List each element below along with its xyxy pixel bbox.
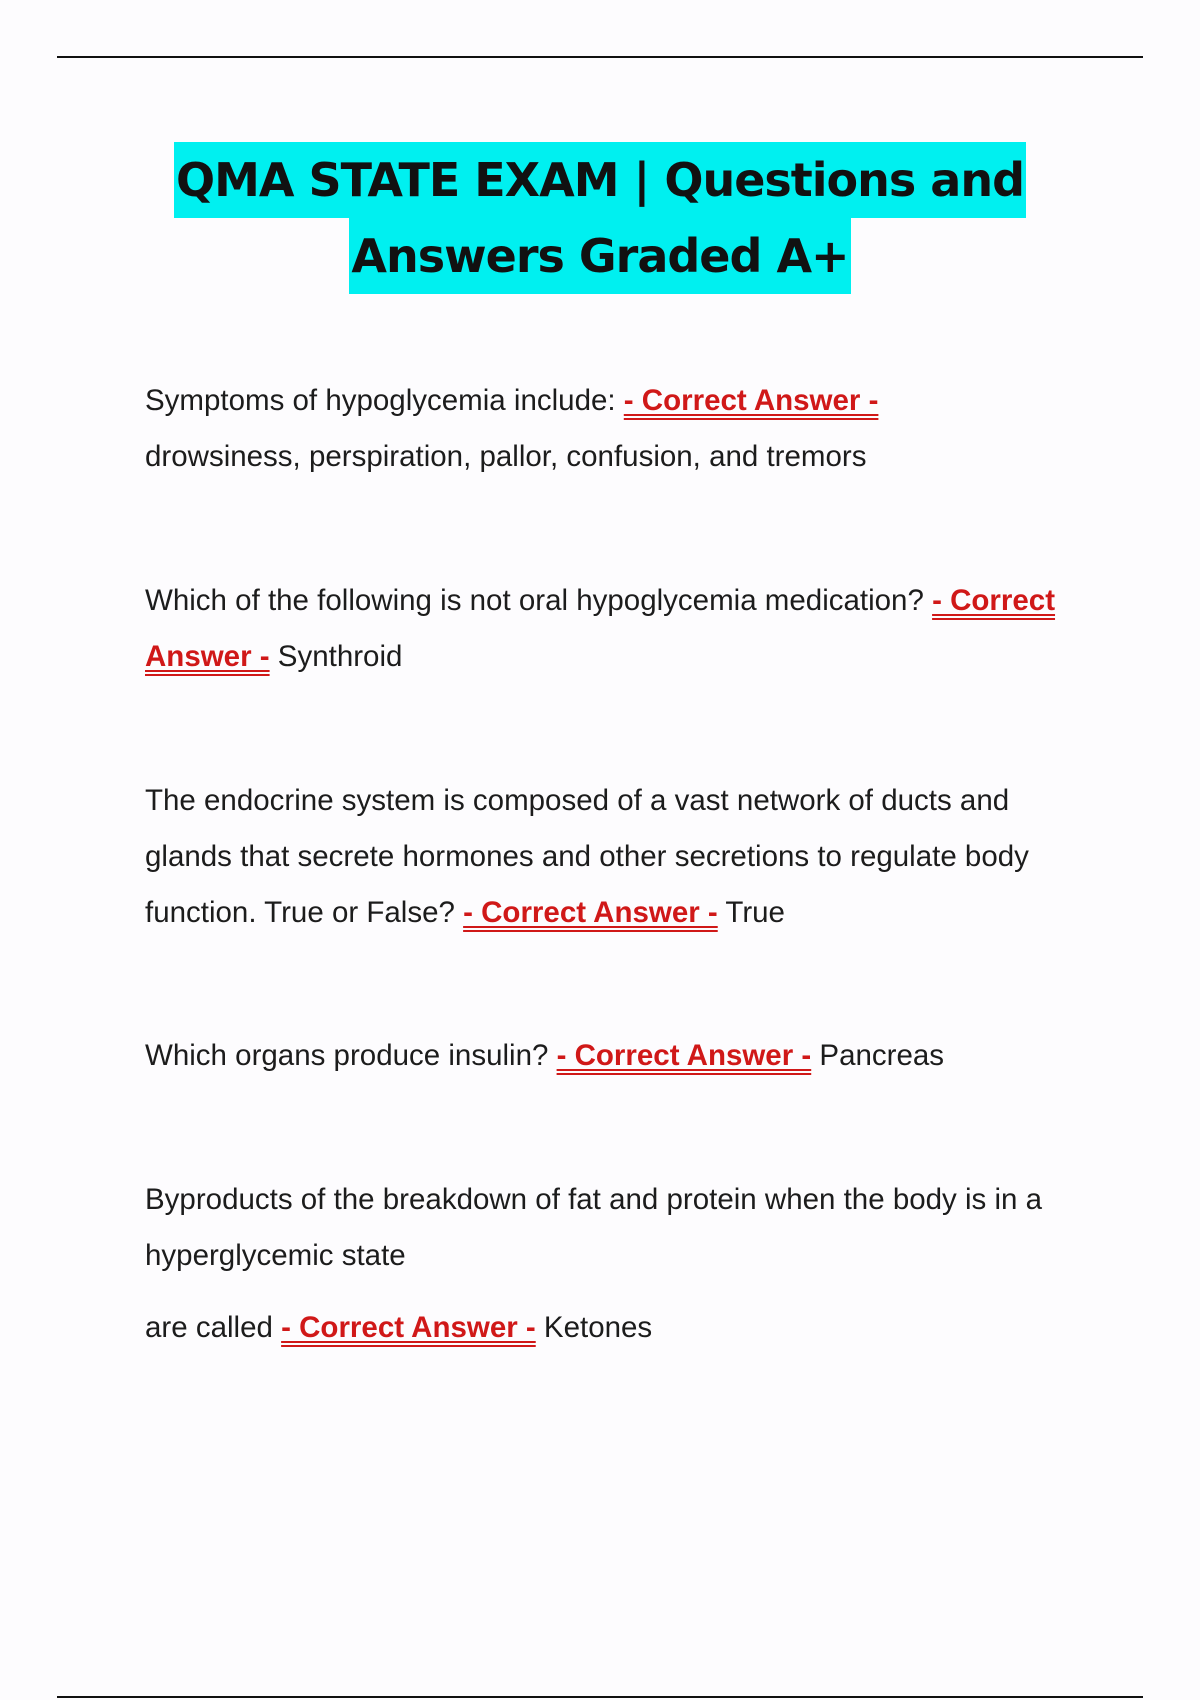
header-rule <box>57 56 1143 58</box>
document-title <box>0 142 1200 294</box>
question-text-tail: are called <box>145 1311 282 1344</box>
qa-item-2 <box>145 573 1075 685</box>
question-text: Symptoms of hypoglycemia include: <box>145 384 624 417</box>
correct-answer-marker: - Correct Answer - <box>145 584 1056 673</box>
title-line-2: Answers Graded A+ <box>349 218 850 294</box>
correct-answer-marker: - Correct Answer - <box>281 1311 536 1344</box>
answer-text: Synthroid <box>269 640 403 673</box>
title-line-1: QMA STATE EXAM | Questions and <box>174 142 1026 218</box>
answer-text: True <box>717 896 785 929</box>
correct-answer-marker: - Correct Answer - <box>623 384 879 417</box>
correct-answer-marker: - Correct Answer - <box>556 1039 812 1072</box>
qa-item-4 <box>145 1028 1075 1084</box>
correct-answer-marker: - Correct Answer - <box>463 896 718 929</box>
question-text: Which of the following is not oral hypoglycemia medication? <box>145 584 933 617</box>
qa-item-1 <box>145 373 1075 485</box>
answer-text: Ketones <box>535 1311 653 1344</box>
question-text: The endocrine system is composed of a vast network of ducts and glands that secrete hormones and other secretions to regulate body function. True or False? <box>145 784 1029 929</box>
qa-item-3 <box>145 773 1075 941</box>
footer-rule <box>57 1696 1143 1698</box>
qa-item-5-tail <box>145 1300 652 1356</box>
answer-text: drowsiness, perspiration, pallor, confusion, and tremors <box>145 440 867 473</box>
question-text: Byproducts of the breakdown of fat and protein when the body is in a hyperglycemic state <box>145 1183 1043 1272</box>
question-text: Which organs produce insulin? <box>145 1039 557 1072</box>
answer-text: Pancreas <box>811 1039 945 1072</box>
qa-item-5 <box>145 1172 1075 1284</box>
